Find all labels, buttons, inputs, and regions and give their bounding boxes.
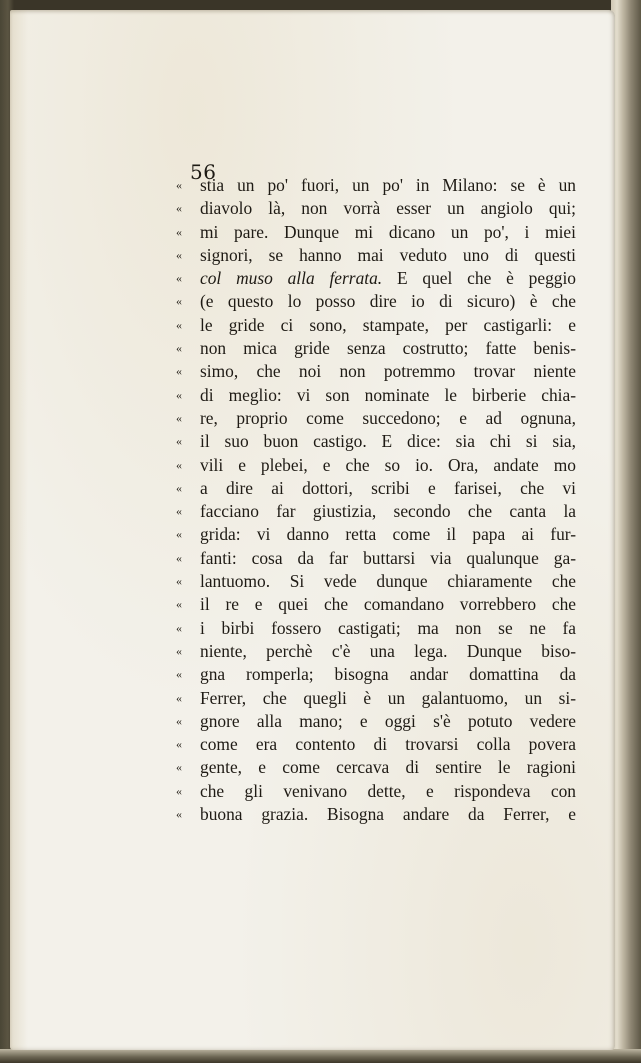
- line-text: stia un po' fuori, un po' in Milano: se è un: [200, 175, 576, 195]
- quote-mark: «: [176, 457, 182, 472]
- line-text: i birbi fossero castigati; ma non se ne fa: [200, 617, 576, 638]
- text-line: [176, 570, 576, 593]
- line-text: gente, e come cercava di sentire le ragioni: [200, 757, 576, 778]
- line-text: simo, che noi non potremmo trovar niente: [200, 361, 576, 382]
- line-text: a dire ai dottori, scribi e farisei, che vi: [200, 477, 576, 498]
- quote-mark: «: [176, 760, 182, 775]
- quote-mark: «: [176, 341, 182, 356]
- quote-mark: «: [176, 527, 182, 542]
- text-line: [176, 430, 576, 453]
- text-line: [176, 523, 576, 546]
- quote-mark: «: [176, 713, 182, 728]
- line-text: re, proprio come succedono; e ad ognuna,: [200, 407, 576, 428]
- quote-mark: «: [176, 690, 182, 705]
- line-text: le gride ci sono, stampate, per castigarli: e: [200, 314, 576, 335]
- line-text: il suo buon castigo. E dice: sia chi si sia,: [200, 431, 576, 452]
- quote-mark: «: [176, 434, 182, 449]
- text-line: [176, 733, 576, 756]
- text-line: [176, 547, 576, 570]
- text-line: [176, 384, 576, 407]
- line-text: non mica gride senza costrutto; fatte benis-: [200, 338, 576, 359]
- line-text: mi pare. Dunque mi dicano un po', i miei: [200, 221, 576, 242]
- text-line: [176, 687, 576, 710]
- quote-mark: «: [176, 643, 182, 658]
- text-line: [176, 174, 576, 197]
- quote-mark: «: [176, 737, 182, 752]
- text-line: [176, 477, 576, 500]
- line-text: di meglio: vi son nominate le birberie chia-: [200, 384, 576, 405]
- text-line: [176, 360, 576, 383]
- text-line: [176, 803, 576, 826]
- quote-mark: «: [176, 224, 182, 239]
- text-line: [176, 314, 576, 337]
- page-number: 56: [190, 160, 217, 184]
- text-line: [176, 407, 576, 430]
- quote-mark: «: [176, 410, 182, 425]
- text-line: [176, 244, 576, 267]
- text-line: [176, 290, 576, 313]
- quote-mark: «: [176, 317, 182, 332]
- line-text: gnore alla mano; e oggi s'è potuto vedere: [200, 710, 576, 731]
- line-text: niente, perchè c'è una lega. Dunque biso-: [200, 640, 576, 661]
- text-line: [176, 221, 576, 244]
- quote-mark: «: [176, 247, 182, 262]
- line-text: signori, se hanno mai veduto uno di questi: [200, 244, 576, 265]
- line-text: il re e quei che comandano vorrebbero che: [200, 594, 576, 615]
- text-line: [176, 593, 576, 616]
- line-text: vili e plebei, e che so io. Ora, andate mo: [200, 454, 576, 475]
- quote-mark: «: [176, 597, 182, 612]
- text-line: [176, 197, 576, 220]
- line-text: diavolo là, non vorrà esser un angiolo qui;: [200, 198, 576, 219]
- line-text: che gli venivano dette, e rispondeva con: [200, 780, 576, 801]
- page-stack-edge: [611, 0, 641, 1063]
- text-line: [176, 454, 576, 477]
- text-line: [176, 663, 576, 686]
- quote-mark: «: [176, 201, 182, 216]
- line-text: (e questo lo posso dire io di sicuro) è che: [200, 291, 576, 312]
- line-text-roman: E quel che è peggio: [382, 268, 576, 289]
- text-line: [176, 337, 576, 360]
- text-line: [176, 617, 576, 640]
- quote-mark: «: [176, 294, 182, 309]
- line-text: lantuomo. Si vede dunque chiaramente che: [200, 571, 576, 592]
- text-line: [176, 756, 576, 779]
- line-text: come era contento di trovarsi colla povera: [200, 734, 576, 755]
- quote-mark: «: [176, 574, 182, 589]
- line-text: buona grazia. Bisogna andare da Ferrer, e: [200, 804, 576, 825]
- quote-mark: «: [176, 504, 182, 519]
- quote-mark: «: [176, 620, 182, 635]
- quote-mark: «: [176, 271, 182, 286]
- text-line: [176, 780, 576, 803]
- quote-mark: «: [176, 364, 182, 379]
- text-line: [176, 500, 576, 523]
- text-line: [176, 640, 576, 663]
- line-text: fanti: cosa da far buttarsi via qualunque ga-: [200, 547, 576, 568]
- text-line: [176, 710, 576, 733]
- quote-mark: «: [176, 178, 182, 192]
- line-text-italic: col muso alla ferrata.: [200, 268, 383, 289]
- line-text: facciano far giustizia, secondo che canta la: [200, 501, 576, 522]
- quote-mark: «: [176, 783, 182, 798]
- page-bottom-edge: [0, 1049, 641, 1063]
- text-block: [176, 174, 576, 826]
- line-text: gna romperla; bisogna andar domattina da: [200, 664, 576, 685]
- line-text: [200, 267, 576, 290]
- text-line: [176, 267, 576, 290]
- quote-mark: «: [176, 550, 182, 565]
- line-text: Ferrer, che quegli è un galantuomo, un si-: [200, 687, 576, 708]
- quote-mark: «: [176, 667, 182, 682]
- quote-mark: «: [176, 807, 182, 822]
- quote-mark: «: [176, 480, 182, 495]
- line-text: grida: vi danno retta come il papa ai fur-: [200, 524, 576, 545]
- quote-mark: «: [176, 387, 182, 402]
